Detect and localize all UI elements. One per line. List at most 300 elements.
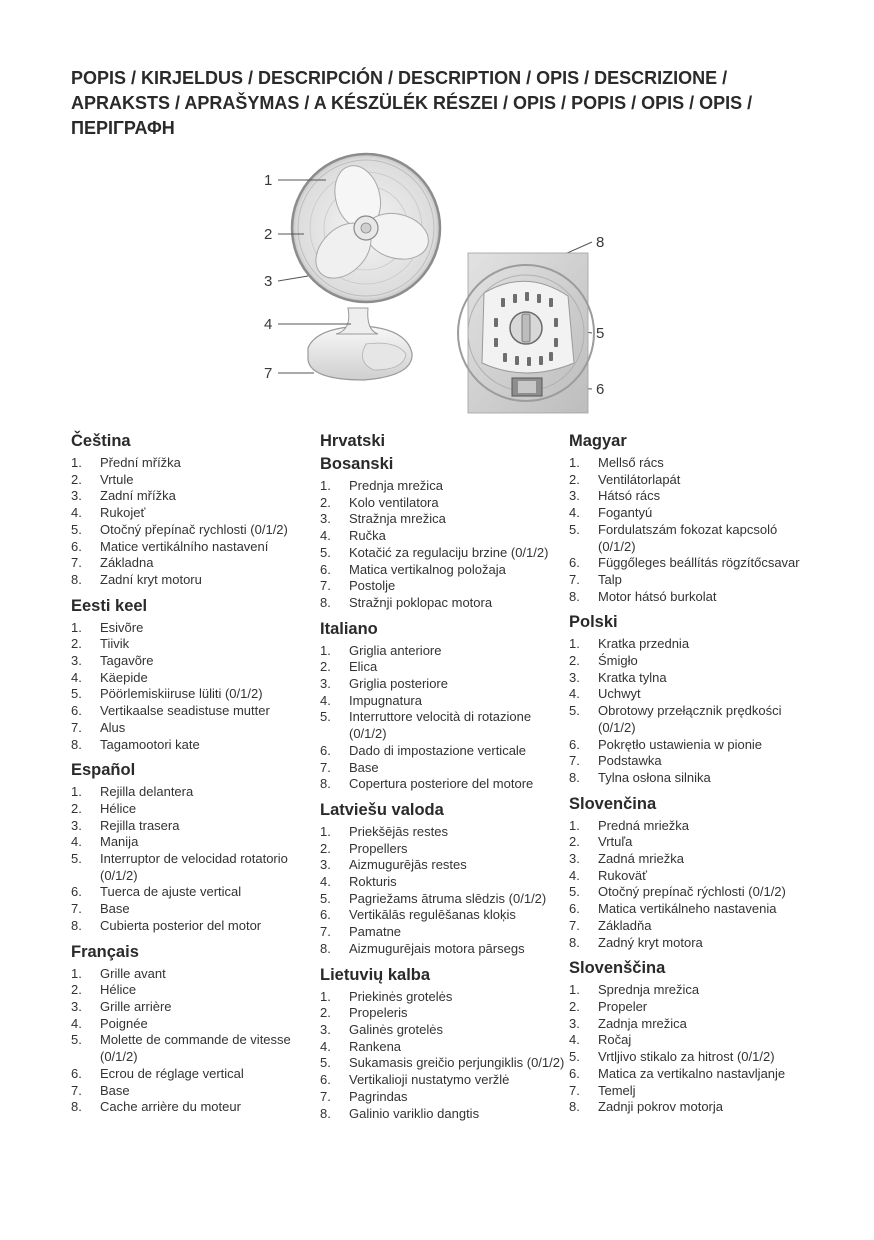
item-number: 1. xyxy=(71,784,82,800)
item-number: 7. xyxy=(71,901,82,917)
item-number: 2. xyxy=(71,800,82,816)
item-text: Základňa xyxy=(598,917,652,933)
list-item xyxy=(569,1066,814,1083)
list-item xyxy=(569,935,814,952)
list-item xyxy=(320,924,565,941)
list-item xyxy=(569,488,814,505)
item-number: 5. xyxy=(71,1032,82,1048)
item-number: 2. xyxy=(569,834,580,850)
item-number: 3. xyxy=(320,511,331,527)
item-number: 5. xyxy=(569,1049,580,1065)
item-text: Sukamasis greičio perjungiklis (0/1/2) xyxy=(349,1055,565,1071)
item-number: 4. xyxy=(569,505,580,521)
list-item xyxy=(569,589,814,606)
list-item xyxy=(71,999,316,1016)
item-text: Pokrętło ustawienia w pionie xyxy=(598,736,763,752)
item-number: 8. xyxy=(569,588,580,604)
list-item xyxy=(71,784,316,801)
item-text: Mellső rács xyxy=(598,455,664,470)
list-item xyxy=(320,511,565,528)
list-item xyxy=(320,709,565,742)
item-number: 7. xyxy=(320,924,331,940)
list-item xyxy=(320,941,565,958)
item-number: 4. xyxy=(71,669,82,685)
item-text: Interruttore velocità di rotazione (0/1/2) xyxy=(349,709,532,742)
item-text: Copertura posteriore del motore xyxy=(349,776,534,792)
language-section xyxy=(569,793,814,952)
item-text: Elica xyxy=(349,659,378,675)
item-number: 3. xyxy=(569,1015,580,1031)
item-number: 4. xyxy=(569,867,580,883)
language-section xyxy=(71,595,316,754)
item-text: Predná mriežka xyxy=(598,817,690,833)
callout-7: 7 xyxy=(264,365,273,382)
parts-list xyxy=(569,982,814,1116)
item-number: 4. xyxy=(569,1032,580,1048)
language-section xyxy=(569,611,814,786)
language-section xyxy=(569,430,814,605)
item-number: 3. xyxy=(569,669,580,685)
list-item xyxy=(71,539,316,556)
language-section xyxy=(320,799,565,958)
item-number: 1. xyxy=(569,636,580,652)
list-item xyxy=(320,578,565,595)
parts-list xyxy=(320,989,565,1123)
item-text: Talp xyxy=(598,571,622,587)
list-item xyxy=(71,505,316,522)
item-text: Alus xyxy=(100,719,126,735)
item-text: Tylna osłona silnika xyxy=(598,769,711,785)
language-section xyxy=(320,964,565,1123)
list-item xyxy=(569,851,814,868)
list-item xyxy=(569,505,814,522)
list-item xyxy=(320,824,565,841)
list-item xyxy=(569,1049,814,1066)
item-number: 8. xyxy=(320,940,331,956)
callout-8: 8 xyxy=(596,234,605,251)
section-heading: Magyar xyxy=(569,432,627,450)
list-item xyxy=(320,643,565,660)
list-item xyxy=(320,659,565,676)
list-item xyxy=(320,1022,565,1039)
item-number: 5. xyxy=(71,521,82,537)
item-text: Matica za vertikalno nastavljanje xyxy=(598,1065,786,1081)
list-item xyxy=(569,653,814,670)
list-item xyxy=(320,1072,565,1089)
item-text: Stražnji poklopac motora xyxy=(349,594,493,610)
list-item xyxy=(569,455,814,472)
item-text: Rejilla delantera xyxy=(100,784,194,800)
item-text: Hélice xyxy=(100,982,137,998)
item-text: Pagrindas xyxy=(349,1088,408,1104)
list-item xyxy=(71,620,316,637)
item-number: 5. xyxy=(320,1055,331,1071)
item-text: Temelj xyxy=(598,1082,636,1098)
item-number: 5. xyxy=(320,709,331,725)
item-number: 6. xyxy=(320,907,331,923)
item-text: Rukoväť xyxy=(598,867,647,883)
column-1 xyxy=(71,430,316,1116)
item-number: 7. xyxy=(320,759,331,775)
item-number: 2. xyxy=(569,471,580,487)
page-title xyxy=(71,66,831,141)
item-text: Tuerca de ajuste vertical xyxy=(100,884,242,900)
list-item xyxy=(320,495,565,512)
item-number: 4. xyxy=(320,874,331,890)
item-text: Fordulatszám fokozat kapcsoló (0/1/2) xyxy=(598,521,778,554)
item-number: 7. xyxy=(71,555,82,571)
item-number: 3. xyxy=(320,1021,331,1037)
item-number: 3. xyxy=(569,488,580,504)
list-item xyxy=(71,1083,316,1100)
item-number: 7. xyxy=(71,1082,82,1098)
parts-list xyxy=(320,824,565,958)
item-number: 2. xyxy=(569,653,580,669)
section-heading: Eesti keel xyxy=(71,596,148,615)
item-number: 8. xyxy=(71,1099,82,1115)
list-item xyxy=(320,760,565,777)
language-section xyxy=(71,759,316,934)
item-number: 8. xyxy=(569,769,580,785)
list-item xyxy=(320,1039,565,1056)
parts-list xyxy=(320,643,565,793)
item-text: Rankena xyxy=(349,1038,402,1054)
item-text: Rejilla trasera xyxy=(100,817,180,833)
callout-3: 3 xyxy=(264,273,273,290)
list-item xyxy=(71,572,316,589)
item-text: Hátsó rács xyxy=(598,488,661,504)
item-number: 6. xyxy=(569,901,580,917)
parts-list xyxy=(569,636,814,786)
list-item xyxy=(320,1005,565,1022)
item-text: Základna xyxy=(100,555,154,571)
item-text: Prednja mrežica xyxy=(349,478,443,493)
item-text: Pöörlemiskiiruse lüliti (0/1/2) xyxy=(100,686,263,702)
list-item xyxy=(71,653,316,670)
list-item xyxy=(71,670,316,687)
item-text: Rokturis xyxy=(349,874,397,890)
callout-4: 4 xyxy=(264,316,273,333)
parts-list xyxy=(71,455,316,589)
item-number: 5. xyxy=(320,544,331,560)
parts-list xyxy=(569,818,814,952)
list-item xyxy=(71,1099,316,1116)
section-heading: Lietuvių kalba xyxy=(320,965,431,984)
item-text: Cubierta posterior del motor xyxy=(100,917,262,933)
list-item xyxy=(71,851,316,884)
item-number: 5. xyxy=(320,890,331,906)
parts-list xyxy=(71,620,316,754)
fan-diagram xyxy=(256,148,626,418)
section-heading: Čeština xyxy=(71,432,131,450)
item-text: Base xyxy=(100,1082,130,1098)
list-item xyxy=(71,834,316,851)
item-text: Matica vertikálneho nastavenia xyxy=(598,901,777,917)
fan-back-view xyxy=(458,253,594,413)
item-number: 5. xyxy=(569,884,580,900)
item-number: 6. xyxy=(569,555,580,571)
item-text: Propeler xyxy=(598,998,648,1014)
item-number: 8. xyxy=(71,736,82,752)
item-text: Käepide xyxy=(100,669,148,685)
list-item xyxy=(71,1032,316,1065)
item-number: 6. xyxy=(569,736,580,752)
item-text: Hélice xyxy=(100,800,137,816)
list-item xyxy=(569,884,814,901)
item-text: Griglia anteriore xyxy=(349,642,442,658)
list-item xyxy=(569,918,814,935)
list-item xyxy=(320,743,565,760)
item-number: 8. xyxy=(569,934,580,950)
item-text: Vrtljivo stikalo za hitrost (0/1/2) xyxy=(598,1049,775,1065)
item-text: Zadná mriežka xyxy=(598,851,684,867)
list-item xyxy=(569,686,814,703)
item-number: 2. xyxy=(320,840,331,856)
list-item xyxy=(320,989,565,1006)
item-number: 5. xyxy=(71,851,82,867)
item-text: Vertikalioji nustatymo veržlė xyxy=(349,1072,510,1088)
item-text: Aizmugurējās restes xyxy=(349,857,467,873)
title-line-2: APRAKSTS / APRAŠYMAS / A KÉSZÜLÉK RÉSZEI / OPIS / POPIS / OPIS / OPIS / xyxy=(71,93,753,113)
item-number: 8. xyxy=(320,1105,331,1121)
parts-list xyxy=(569,455,814,605)
list-item xyxy=(71,818,316,835)
item-text: Aizmugurējais motora pārsegs xyxy=(349,940,525,956)
item-text: Esivõre xyxy=(100,619,144,635)
item-text: Pagriežams ātruma slēdzis (0/1/2) xyxy=(349,890,547,906)
item-text: Galinio variklio dangtis xyxy=(349,1105,480,1121)
item-number: 2. xyxy=(71,636,82,652)
list-item xyxy=(71,703,316,720)
item-number: 4. xyxy=(569,686,580,702)
list-item xyxy=(71,982,316,999)
list-item xyxy=(320,595,565,612)
item-number: 6. xyxy=(320,1072,331,1088)
language-section xyxy=(71,430,316,589)
list-item xyxy=(71,1016,316,1033)
item-number: 7. xyxy=(71,719,82,735)
item-text: Dado di impostazione verticale xyxy=(349,742,527,758)
list-item xyxy=(320,907,565,924)
list-item xyxy=(320,1089,565,1106)
item-number: 1. xyxy=(320,988,331,1004)
item-text: Tagamootori kate xyxy=(100,736,200,752)
item-text: Kratka przednia xyxy=(598,636,690,652)
item-number: 4. xyxy=(71,834,82,850)
item-number: 4. xyxy=(320,528,331,544)
item-text: Molette de commande de vitesse (0/1/2) xyxy=(100,1032,291,1065)
list-item xyxy=(71,555,316,572)
item-number: 4. xyxy=(320,692,331,708)
item-number: 8. xyxy=(569,1099,580,1115)
item-text: Kolo ventilatora xyxy=(349,494,439,510)
item-text: Ručka xyxy=(349,528,386,544)
list-item xyxy=(320,562,565,579)
item-text: Impugnatura xyxy=(349,692,422,708)
item-number: 3. xyxy=(569,851,580,867)
item-text: Manija xyxy=(100,834,139,850)
list-item xyxy=(71,884,316,901)
section-heading: Slovenščina xyxy=(569,959,666,978)
list-item xyxy=(71,966,316,983)
item-text: Ventilátorlapát xyxy=(598,471,681,487)
item-text: Függőleges beállítás rögzítőcsavar xyxy=(598,555,800,571)
title-line-1: POPIS / KIRJELDUS / DESCRIPCIÓN / DESCRIPTION / OPIS / DESCRIZIONE / xyxy=(71,68,728,88)
list-item xyxy=(569,982,814,999)
callout-6: 6 xyxy=(596,381,605,398)
item-number: 2. xyxy=(71,471,82,487)
language-section xyxy=(320,430,565,612)
item-text: Base xyxy=(100,901,130,917)
column-3 xyxy=(569,430,814,1116)
section-heading: Italiano xyxy=(320,619,378,638)
item-number: 1. xyxy=(569,455,580,470)
list-item xyxy=(569,572,814,589)
item-number: 7. xyxy=(320,578,331,594)
list-item xyxy=(569,555,814,572)
item-number: 1. xyxy=(320,823,331,839)
item-number: 7. xyxy=(320,1088,331,1104)
list-item xyxy=(569,636,814,653)
item-number: 3. xyxy=(320,857,331,873)
list-item xyxy=(320,891,565,908)
list-item xyxy=(569,522,814,555)
list-item xyxy=(569,1083,814,1100)
item-number: 7. xyxy=(569,753,580,769)
item-number: 5. xyxy=(569,703,580,719)
item-text: Zadnja mrežica xyxy=(598,1015,687,1031)
item-text: Tiivik xyxy=(100,636,130,652)
item-number: 2. xyxy=(320,659,331,675)
item-number: 2. xyxy=(320,1005,331,1021)
item-number: 3. xyxy=(71,998,82,1014)
item-number: 5. xyxy=(569,521,580,537)
item-text: Uchwyt xyxy=(598,686,641,702)
list-item xyxy=(569,868,814,885)
item-text: Śmigło xyxy=(598,653,638,669)
item-text: Grille arrière xyxy=(100,998,172,1014)
item-number: 6. xyxy=(71,1065,82,1081)
parts-list xyxy=(71,966,316,1116)
callout-5: 5 xyxy=(596,325,605,342)
item-text: Cache arrière du moteur xyxy=(100,1099,241,1115)
item-text: Fogantyú xyxy=(598,505,653,521)
item-number: 8. xyxy=(320,594,331,610)
item-number: 4. xyxy=(71,1015,82,1031)
item-text: Zadný kryt motora xyxy=(598,934,703,950)
callout-1: 1 xyxy=(264,172,273,189)
item-number: 2. xyxy=(320,494,331,510)
item-text: Poignée xyxy=(100,1015,148,1031)
item-number: 2. xyxy=(569,998,580,1014)
section-heading: Bosanski xyxy=(320,455,394,473)
item-number: 8. xyxy=(71,917,82,933)
section-heading: Polski xyxy=(569,613,618,632)
item-number: 7. xyxy=(569,917,580,933)
item-number: 6. xyxy=(71,703,82,719)
item-text: Vertikālās regulēšanas kloķis xyxy=(349,907,516,923)
list-item xyxy=(320,857,565,874)
list-item xyxy=(320,874,565,891)
item-text: Tagavõre xyxy=(100,653,154,669)
item-text: Vrtuľa xyxy=(598,834,633,850)
item-text: Vrtule xyxy=(100,471,134,487)
item-text: Priekšējās restes xyxy=(349,823,448,839)
item-number: 1. xyxy=(320,478,331,493)
list-item xyxy=(320,1106,565,1123)
item-number: 6. xyxy=(71,884,82,900)
item-text: Obrotowy przełącznik prędkości (0/1/2) xyxy=(598,703,782,735)
item-text: Priekinės grotelės xyxy=(349,988,453,1004)
item-number: 3. xyxy=(71,817,82,833)
item-number: 1. xyxy=(71,455,82,470)
list-item xyxy=(71,737,316,754)
list-item xyxy=(569,1099,814,1116)
list-item xyxy=(569,753,814,770)
item-number: 3. xyxy=(71,653,82,669)
item-text: Podstawka xyxy=(598,753,662,769)
item-text: Motor hátsó burkolat xyxy=(598,588,717,604)
title-line-3: ΠΕΡΙΓΡΑΦΗ xyxy=(71,118,175,138)
list-item xyxy=(71,488,316,505)
list-item xyxy=(320,676,565,693)
section-heading: Latviešu valoda xyxy=(320,800,444,819)
language-section xyxy=(71,941,316,1116)
list-item xyxy=(71,636,316,653)
list-item xyxy=(320,776,565,793)
list-item xyxy=(320,841,565,858)
list-item xyxy=(71,522,316,539)
list-item xyxy=(71,801,316,818)
item-text: Base xyxy=(349,759,379,775)
language-section xyxy=(569,957,814,1116)
list-item xyxy=(569,818,814,835)
list-item xyxy=(71,472,316,489)
item-text: Interruptor de velocidad rotatorio (0/1/2) xyxy=(100,851,288,883)
column-2 xyxy=(320,430,565,1122)
item-text: Vertikaalse seadistuse mutter xyxy=(100,703,270,719)
list-item xyxy=(569,472,814,489)
item-number: 2. xyxy=(71,982,82,998)
list-item xyxy=(71,918,316,935)
item-number: 8. xyxy=(71,571,82,587)
section-heading: Español xyxy=(71,761,136,780)
list-item xyxy=(320,1055,565,1072)
list-item xyxy=(71,455,316,472)
item-text: Otočný prepínač rýchlosti (0/1/2) xyxy=(598,884,786,900)
item-number: 3. xyxy=(71,488,82,504)
item-text: Ecrou de réglage vertical xyxy=(100,1065,244,1081)
item-text: Zadní kryt motoru xyxy=(100,571,202,587)
item-number: 4. xyxy=(320,1038,331,1054)
list-item xyxy=(569,703,814,736)
item-number: 5. xyxy=(71,686,82,702)
list-item xyxy=(569,834,814,851)
item-text: Přední mřížka xyxy=(100,455,181,470)
item-text: Matice vertikálního nastavení xyxy=(100,538,269,554)
item-text: Pamatne xyxy=(349,924,402,940)
item-number: 6. xyxy=(320,561,331,577)
item-text: Otočný přepínač rychlosti (0/1/2) xyxy=(100,521,288,537)
item-text: Galinės grotelės xyxy=(349,1021,443,1037)
list-item xyxy=(71,1066,316,1083)
item-number: 3. xyxy=(320,676,331,692)
list-item xyxy=(320,693,565,710)
list-item xyxy=(569,737,814,754)
item-text: Rukojeť xyxy=(100,505,146,521)
item-text: Stražnja mrežica xyxy=(349,511,446,527)
list-item xyxy=(569,901,814,918)
